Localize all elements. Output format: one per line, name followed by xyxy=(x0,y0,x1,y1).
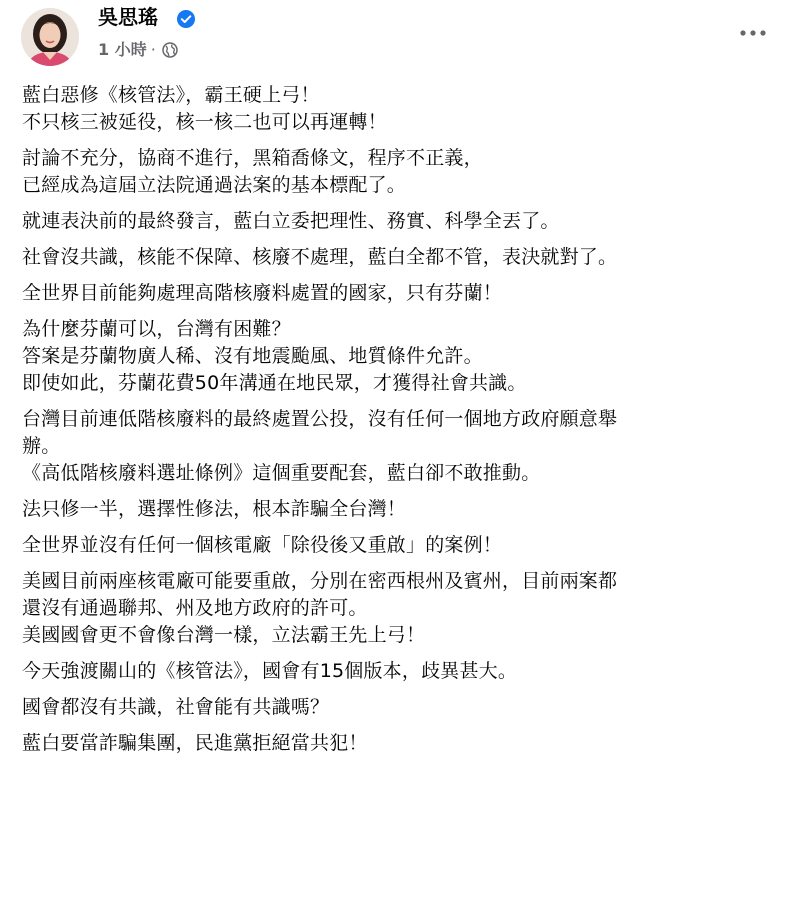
globe-icon[interactable] xyxy=(162,42,178,58)
post-text-line: 討論不充分，協商不進行，黑箱喬條文，程序不正義， xyxy=(22,147,483,169)
post-text-line: 答案是芬蘭物廣人稀、沒有地震颱風、地質條件允許。 xyxy=(22,345,483,367)
post-paragraph xyxy=(22,145,777,199)
post-text-line: 全世界並沒有任何一個核電廠「除役後又重啟」的案例！ xyxy=(22,534,503,556)
avatar[interactable] xyxy=(21,8,79,66)
post-paragraph xyxy=(22,316,777,397)
post-header xyxy=(0,0,790,72)
meta-separator: · xyxy=(150,40,156,59)
post-paragraph xyxy=(22,730,777,757)
post-paragraph xyxy=(22,208,777,235)
post-body xyxy=(22,82,777,766)
post-text-line: 藍白惡修《核管法》，霸王硬上弓！ xyxy=(22,84,320,106)
post-paragraph xyxy=(22,244,777,271)
post-text-line: 不只核三被延役，核一核二也可以再運轉！ xyxy=(22,111,387,133)
avatar-photo xyxy=(21,8,79,66)
post-text-line: 法只修一半，選擇性修法，根本詐騙全台灣！ xyxy=(22,498,407,520)
author-name[interactable]: 吳思瑤 xyxy=(98,5,158,29)
post-text-line: 為什麼芬蘭可以，台灣有困難？ xyxy=(22,318,291,340)
post-paragraph xyxy=(22,658,777,685)
post-text-line: 還沒有通過聯邦、州及地方政府的許可。 xyxy=(22,597,368,619)
more-options-icon xyxy=(739,29,767,37)
post-text-line: 就連表決前的最終發言，藍白立委把理性、務實、科學全丟了。 xyxy=(22,210,560,232)
more-options-button[interactable] xyxy=(733,18,773,48)
post-paragraph xyxy=(22,532,777,559)
post-meta xyxy=(98,38,178,62)
post-timestamp[interactable]: 1 小時 xyxy=(98,40,147,59)
post-paragraph xyxy=(22,280,777,307)
post-text-line: 社會沒共識，核能不保障、核廢不處理，藍白全都不管，表決就對了。 xyxy=(22,246,618,268)
verified-badge-icon xyxy=(176,9,196,29)
post-text-line: 美國國會更不會像台灣一樣，立法霸王先上弓！ xyxy=(22,624,426,646)
post-text-line: 《高低階核廢料選址條例》這個重要配套，藍白卻不敢推動。 xyxy=(22,462,541,484)
post-text-line: 今天強渡關山的《核管法》，國會有15個版本，歧異甚大。 xyxy=(22,660,518,682)
post-paragraph xyxy=(22,694,777,721)
post-text-line: 已經成為這屆立法院通過法案的基本標配了。 xyxy=(22,174,407,196)
post-text-line: 台灣目前連低階核廢料的最終處置公投，沒有任何一個地方政府願意舉 xyxy=(22,408,618,430)
post-text-line: 國會都沒有共識，社會能有共識嗎？ xyxy=(22,696,330,718)
post-text-line: 藍白要當詐騙集團，民進黨拒絕當共犯！ xyxy=(22,732,368,754)
post-paragraph xyxy=(22,82,777,136)
post-paragraph xyxy=(22,496,777,523)
post-text-line: 即使如此，芬蘭花費50年溝通在地民眾，才獲得社會共識。 xyxy=(22,372,527,394)
post-text-line: 辦。 xyxy=(22,435,61,457)
post-paragraph xyxy=(22,568,777,649)
post-paragraph xyxy=(22,406,777,487)
post-text-line: 美國目前兩座核電廠可能要重啟，分別在密西根州及賓州，目前兩案都 xyxy=(22,570,618,592)
post-text-line: 全世界目前能夠處理高階核廢料處置的國家，只有芬蘭！ xyxy=(22,282,503,304)
